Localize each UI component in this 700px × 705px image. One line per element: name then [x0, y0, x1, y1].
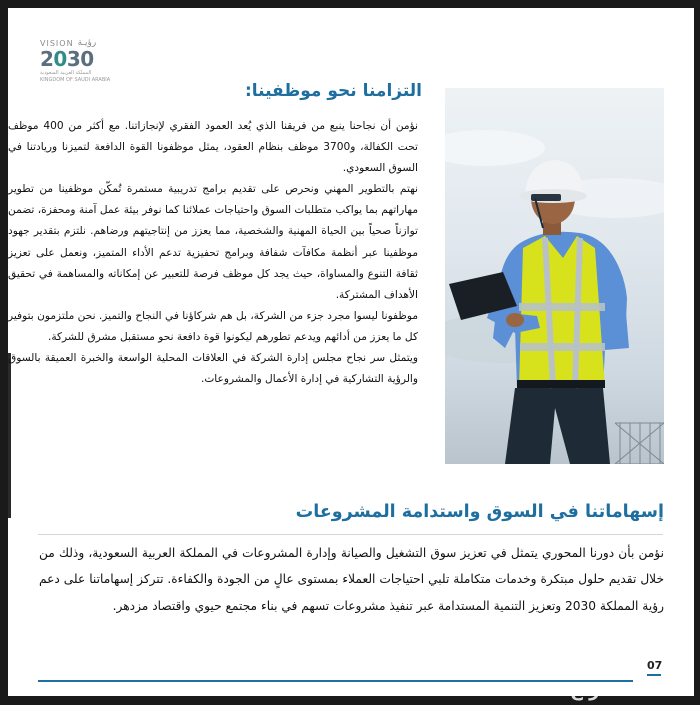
- paragraph: نهتم بالتطوير المهني ونحرص على تقديم برامج تدريبية مستمرة تُمكّن موظفينا من تطوير مهاراتهم بما يواكب متطلبات السوق واحتياجات عملائنا كما نوفر بيئة عمل آمنة ومحفزة، تضمن توازناً صحياً بين الحياة المهنية والشخصية، مما يعزز من إنتاجيتهم ورضاهم. نلتزم بتقدير جهود موظفينا عبر أنظمة مكافآت شفافة وبرامج تحفيزية تدعم الأداء المتميز، ونعمل على تعزيز ثقافة التنوع والمساواة، حيث يجد كل موظف فرصة للتعبير عن إمكاناته والمساهمة في تحقيق الأهداف المشتركة.: [8, 183, 418, 301]
- paragraph: نؤمن أن نجاحنا ينبع من فريقنا الذي يُعد العمود الفقري لإنجازاتنا. مع أكثر من 400 موظف تحت الكفالة، و3700 موظف بنظام العقود، يمثل موظفونا القوة الدافعة لتميزنا وريادتنا في السوق السعودي.: [8, 120, 419, 175]
- logo-emblem-icon: 0: [53, 47, 67, 71]
- logo-subtitle-en: KINGDOM OF SAUDI ARABIA: [40, 77, 111, 83]
- paragraph: نؤمن بأن دورنا المحوري يتمثل في تعزيز سوق التشغيل والصيانة وإدارة المشروعات في المملكة العربية السعودية، وذلك من خلال تقديم حلول مبتكرة وخدمات متكاملة تلبي احتياجات العملاء بمستوى عالٍ من الجودة والكفاءة. تتركز إسهاماتنا على دعم رؤية المملكة 2030 وتعزيز التنمية المستدامة عبر تنفيذ مشروعات تسهم في بناء مجتمع حيوي واقتصاد مزدهر.: [39, 546, 664, 613]
- section-title-employees: التزامنا نحو موظفينا:: [244, 81, 422, 101]
- logo-year: 2030: [40, 47, 94, 71]
- paragraph: ويتمثل سر نجاح مجلس إدارة الشركة في العلاقات المحلية الواسعة والخبرة العميقة بالسوق والرؤية التشاركية في إدارة الأعمال والمشروعات.: [8, 352, 418, 386]
- vision-2030-logo: [40, 38, 112, 94]
- watermark: حراج: [570, 680, 614, 701]
- logo-subtitle-ar: المملكة العربية السعودية: [40, 70, 92, 76]
- section-body-contributions: [39, 540, 664, 619]
- logo-vision-label: VISION: [40, 38, 74, 48]
- worker-illustration: [445, 88, 664, 464]
- document-page: [8, 8, 694, 696]
- page-number-underline: [647, 674, 661, 676]
- section-divider: [38, 534, 663, 535]
- section-body-employees: [8, 116, 418, 390]
- worker-with-tablet-image: [445, 88, 664, 464]
- logo-vision-ar: رؤيـة: [77, 38, 97, 48]
- section-title-contributions: إسهاماتنا في السوق واستدامة المشروعات: [295, 502, 664, 522]
- page-number: 07: [647, 659, 663, 672]
- paragraph: موظفونا ليسوا مجرد جزء من الشركة، بل هم شركاؤنا في النجاح والتميز. نحن ملتزمون بتوفير كل ما يعزز من أدائهم ويدعم تطورهم ليكونوا قوة دافعة نحو مستقبل مشرق للشركة.: [8, 309, 418, 343]
- footer-divider: [38, 680, 633, 682]
